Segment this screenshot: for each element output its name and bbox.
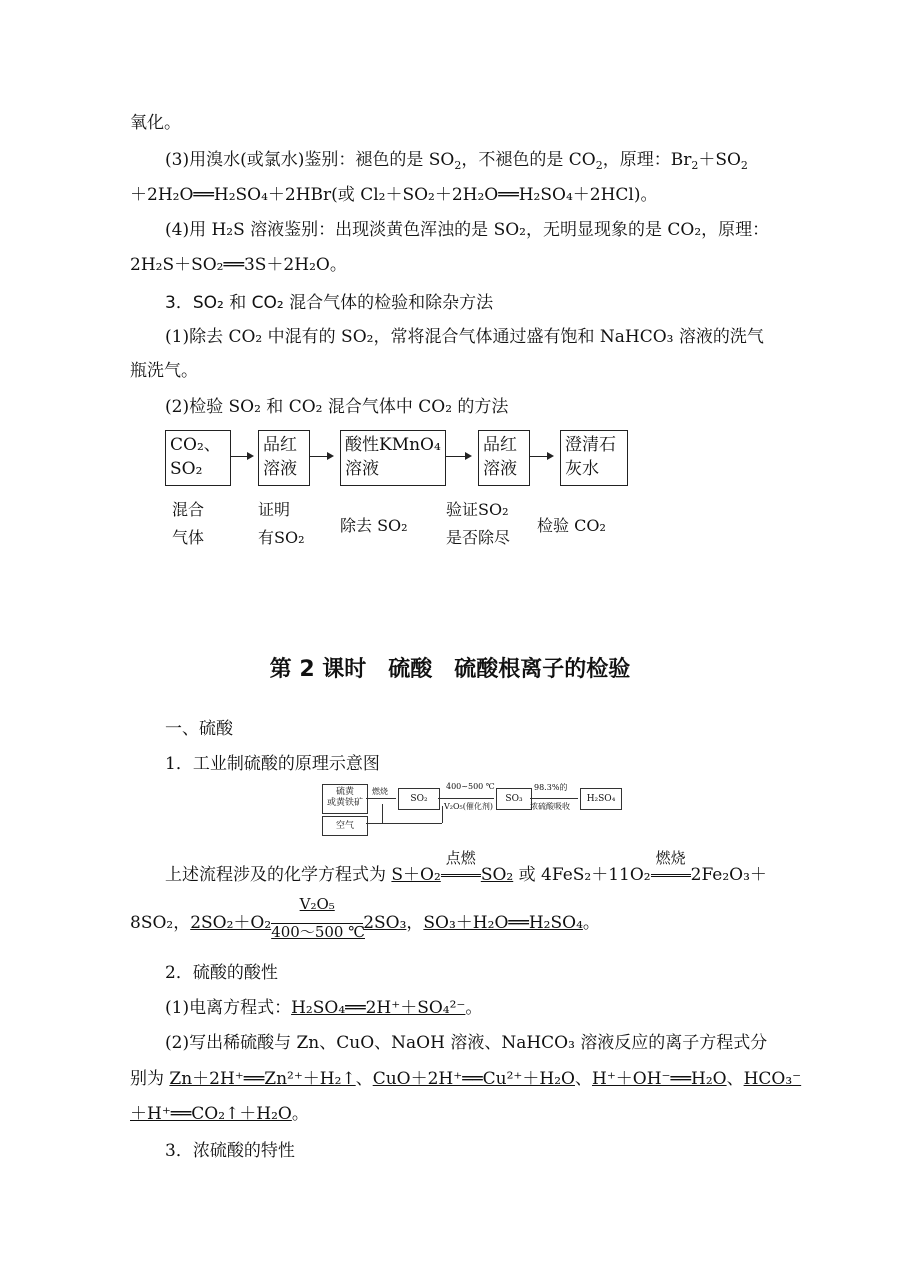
flow-label-remove-so2: 除去 SO₂ bbox=[340, 516, 408, 535]
text: 8SO₂， bbox=[130, 913, 191, 933]
flow-arrow bbox=[530, 456, 552, 457]
flow-arrow bbox=[230, 456, 252, 457]
equation-part: HCO₃⁻ bbox=[743, 1069, 802, 1089]
text: 品红 bbox=[263, 435, 297, 455]
equation-part: S＋O₂ bbox=[391, 865, 441, 885]
paragraph-bromine-test: (3)用溴水(或氯水)鉴别：褪色的是 $SO_2$，不褪色的是 $CO_2$，原理：$Br_2+SO_2$ bbox=[165, 150, 748, 172]
diagram-box-so3: SO₃ bbox=[496, 788, 532, 810]
flow-box-fuchsine-2 bbox=[478, 430, 530, 486]
text: 或黄铁矿 bbox=[326, 798, 363, 808]
equation-part: SO₂ bbox=[480, 865, 514, 885]
diagram-label-absorb: 浓硫酸吸收 bbox=[530, 802, 570, 811]
text: 气体 bbox=[172, 528, 205, 547]
equation-part: ＋H⁺══CO₂↑＋H₂O bbox=[130, 1104, 292, 1124]
diagram-box-so2: SO₂ bbox=[398, 788, 440, 810]
paragraph-continuation: 氧化。 bbox=[130, 113, 181, 133]
text: SO₂ bbox=[170, 459, 203, 479]
diagram-label-catalyst: V₂O₅(催化剂) bbox=[444, 802, 493, 811]
diagram-line bbox=[382, 804, 383, 823]
diagram-arrow bbox=[366, 798, 396, 799]
diagram-arrow bbox=[438, 798, 494, 799]
diagram-line bbox=[366, 823, 442, 824]
diagram-line bbox=[442, 806, 443, 823]
equation-part: H₂SO₄══2H⁺＋SO₄²⁻ bbox=[291, 998, 466, 1018]
ionization-line bbox=[165, 993, 482, 1018]
diagram-arrow bbox=[530, 798, 578, 799]
text: (3)用溴水(或氯水)鉴别：褪色的是 SO bbox=[165, 150, 455, 170]
text: 酸性KMnO₄ bbox=[345, 435, 441, 455]
subheading-concentrated: 3．浓硫酸的特性 bbox=[165, 1141, 295, 1161]
diagram-box-h2so4: H₂SO₄ bbox=[580, 788, 622, 810]
equation-part: H⁺＋OH⁻══H₂O bbox=[592, 1069, 727, 1089]
text: 2Fe₂O₃＋ bbox=[690, 865, 767, 885]
industrial-diagram bbox=[322, 784, 622, 836]
condition-arrow bbox=[651, 849, 691, 885]
text: 证明 bbox=[258, 500, 291, 519]
text: 上述流程涉及的化学方程式为 bbox=[165, 865, 392, 885]
flow-box-kmno4 bbox=[340, 430, 446, 486]
flow-label-verify-so2 bbox=[446, 496, 510, 552]
text: 混合 bbox=[172, 500, 205, 519]
diagram-label-acid: 98.3%的 bbox=[534, 783, 568, 792]
text: ＋SO bbox=[698, 150, 741, 170]
paragraph-bromine-equation: ＋2H₂O══H₂SO₄＋2HBr(或 Cl₂＋SO₂＋2H₂O══H₂SO₄＋2HCl)。 bbox=[130, 185, 658, 205]
condition-label: V₂O₅ bbox=[299, 895, 335, 913]
subheading-acidity: 2．硫酸的酸性 bbox=[165, 963, 278, 983]
condition-label: 燃烧 bbox=[655, 849, 686, 867]
text: 或 4FeS₂＋11O₂ bbox=[513, 865, 651, 885]
condition-arrow bbox=[441, 849, 481, 885]
flow-label-detect-co2: 检验 CO₂ bbox=[537, 516, 606, 535]
flow-label-mixture bbox=[172, 496, 204, 552]
text: ， bbox=[406, 913, 424, 933]
paragraph-h2s-equation: 2H₂S＋SO₂══3S＋2H₂O。 bbox=[130, 255, 347, 275]
equation-part: 2SO₃ bbox=[363, 913, 407, 933]
flow-arrow bbox=[310, 456, 332, 457]
ionic-equations-cont bbox=[130, 1099, 309, 1124]
equation-line-1 bbox=[165, 849, 767, 885]
flow-label-prove-so2 bbox=[258, 496, 305, 552]
text: 有SO₂ bbox=[258, 528, 305, 547]
condition-label: 点燃 bbox=[445, 849, 476, 867]
flow-box-fuchsine-1 bbox=[258, 430, 310, 486]
text: (1)电离方程式： bbox=[165, 998, 292, 1018]
equation-part: SO₃＋H₂O══H₂SO₄ bbox=[423, 913, 583, 933]
diagram-label-burn: 燃烧 bbox=[372, 787, 388, 796]
paragraph-detect-co2: (2)检验 SO₂ 和 CO₂ 混合气体中 CO₂ 的方法 bbox=[165, 397, 509, 417]
text: 。 bbox=[582, 913, 600, 933]
text: 是否除尽 bbox=[446, 528, 511, 547]
text: 验证SO₂ bbox=[446, 500, 509, 519]
text: 、 bbox=[575, 1069, 592, 1089]
equation-part: CuO＋2H⁺══Cu²⁺＋H₂O bbox=[372, 1069, 575, 1089]
text: 灰水 bbox=[565, 459, 599, 479]
equation-line-2 bbox=[130, 895, 600, 941]
text: 。 bbox=[291, 1104, 309, 1124]
text: 溶液 bbox=[483, 459, 517, 479]
text: CO₂、 bbox=[170, 435, 221, 455]
ionic-equations-intro: (2)写出稀硫酸与 Zn、CuO、NaOH 溶液、NaHCO₃ 溶液反应的离子方程式分 bbox=[165, 1033, 768, 1053]
flow-box-mixture bbox=[165, 430, 231, 486]
text: 品红 bbox=[483, 435, 517, 455]
text: 、 bbox=[726, 1069, 744, 1089]
text: 硫黄 bbox=[335, 787, 354, 797]
text: 溶液 bbox=[345, 459, 379, 479]
condition-arrow bbox=[271, 895, 365, 941]
text: 。 bbox=[465, 998, 483, 1018]
paragraph-h2s-test: (4)用 H₂S 溶液鉴别：出现淡黄色浑浊的是 SO₂，无明显现象的是 CO₂，原理： bbox=[165, 220, 770, 240]
equation-part: 2SO₂＋O₂ bbox=[190, 913, 272, 933]
ionic-equations-line bbox=[130, 1064, 801, 1089]
diagram-box-sulfur bbox=[322, 784, 368, 814]
flow-box-limewater bbox=[560, 430, 628, 486]
heading-mixed-gas: 3．SO₂ 和 CO₂ 混合气体的检验和除杂方法 bbox=[165, 293, 494, 313]
paragraph-remove-so2: (1)除去 CO₂ 中混有的 SO₂，常将混合气体通过盛有饱和 NaHCO₃ 溶液的洗气 bbox=[165, 327, 764, 347]
text: 溶液 bbox=[263, 459, 297, 479]
section-heading: 一、硫酸 bbox=[165, 719, 233, 739]
condition-label: 400～500 ℃ bbox=[271, 923, 365, 941]
diagram-label-temp: 400~500 ℃ bbox=[446, 782, 495, 791]
equation-part: Zn＋2H⁺══Zn²⁺＋H₂↑ bbox=[169, 1069, 356, 1089]
paragraph-remove-so2-cont: 瓶洗气。 bbox=[130, 361, 198, 381]
text: 、 bbox=[355, 1069, 373, 1089]
text: 澄清石 bbox=[565, 435, 616, 455]
flow-arrow bbox=[446, 456, 470, 457]
lesson-title: 第 2 课时 硫酸 硫酸根离子的检验 bbox=[269, 657, 631, 682]
text: ，原理：Br bbox=[602, 150, 692, 170]
subheading-industrial: 1．工业制硫酸的原理示意图 bbox=[165, 754, 380, 774]
text: ，不褪色的是 CO bbox=[461, 150, 596, 170]
diagram-box-air: 空气 bbox=[322, 816, 368, 836]
text: 别为 bbox=[130, 1069, 170, 1089]
